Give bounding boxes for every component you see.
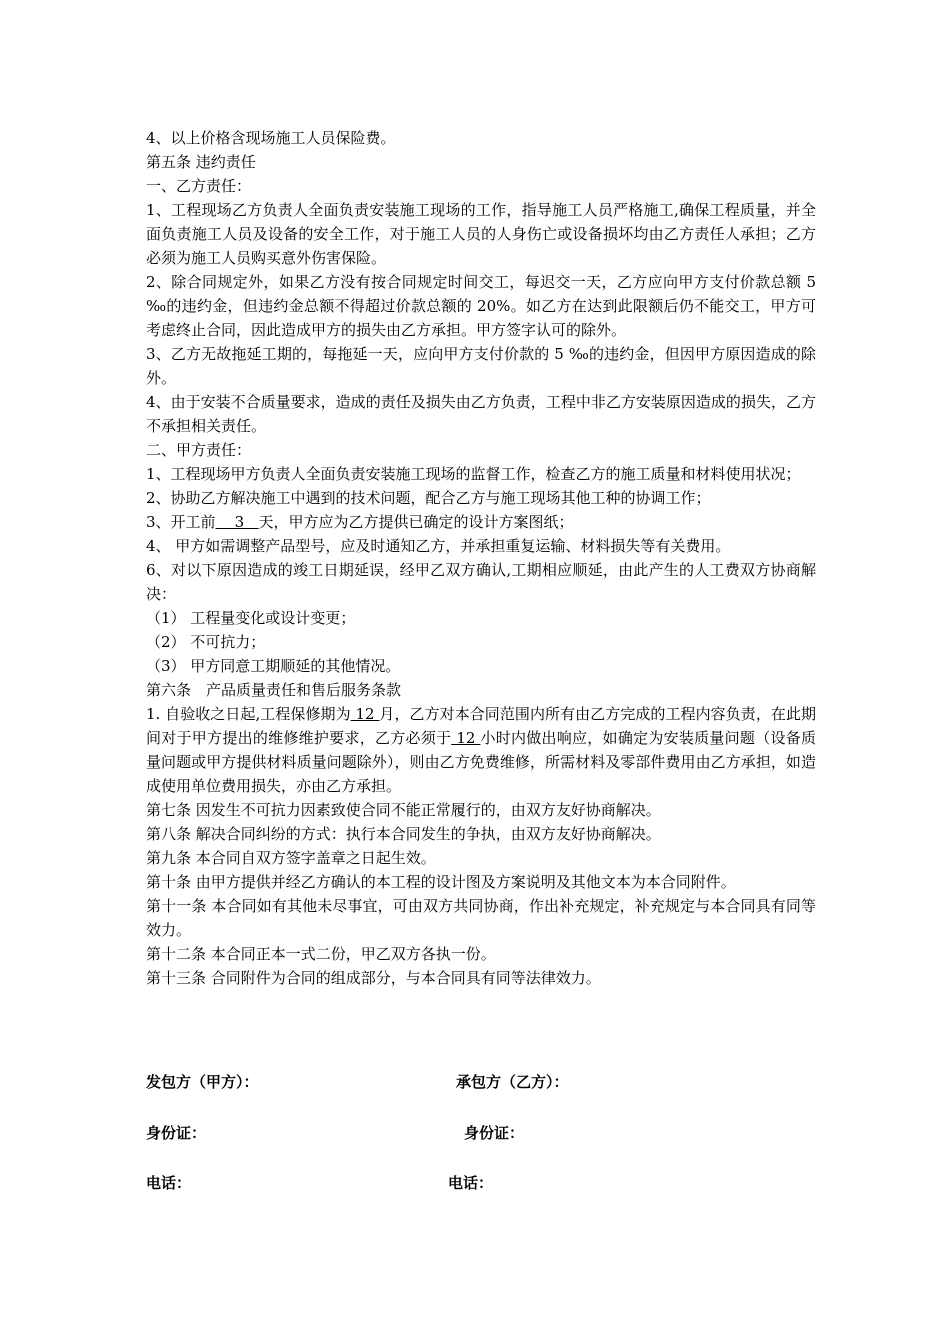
warranty-clause — [146, 702, 816, 798]
delay-reason-3: （3） 甲方同意工期顺延的其他情况。 — [146, 657, 401, 675]
signature-row-phone — [146, 1171, 816, 1195]
party-a-clause-3 — [146, 510, 816, 534]
party-b-clause-2: 2、除合同规定外，如果乙方没有按合同规定时间交工，每迟交一天，乙方应向甲方支付价款总额 5 ‰的违约金，但违约金总额不得超过价款总额的 20%。如乙方在达到此限额后仍不能交工，甲方可考虑终止合同，因此造成甲方的损失由乙方承担。甲方签字认可的除外。 — [146, 273, 816, 339]
party-b-responsibility-heading: 一、乙方责任： — [146, 177, 252, 195]
warranty-text-a: 1. 自验收之日起,工程保修期为 — [146, 705, 351, 723]
delay-reason-2: （2） 不可抗力； — [146, 633, 266, 651]
warranty-text-b: 月，乙方对本合同范围内所有由乙方完成的工程内容负责，在此期间对于甲方提出的维修维护要求，乙方必须于 — [146, 705, 817, 747]
days-before-start-value: 3 — [215, 513, 259, 531]
contract-body — [146, 126, 816, 990]
article-7: 第七条 因发生不可抗力因素致使合同不能正常履行的，由双方友好协商解决。 — [146, 801, 661, 819]
party-b-clause-4: 4、由于安装不合质量要求，造成的责任及损失由乙方负责，工程中非乙方安装原因造成的损失，乙方不承担相关责任。 — [146, 393, 816, 435]
article-6-heading: 第六条 产品质量责任和售后服务条款 — [146, 681, 402, 699]
party-b-clause-1: 1、工程现场乙方负责人全面负责安装施工现场的工作，指导施工人员严格施工,确保工程质量，并全面负责施工人员及设备的安全工作，对于施工人员的人身伤亡或设备损坏均由乙方责任人承担；乙方必须为施工人员购买意外伤害保险。 — [146, 201, 816, 267]
clause-3-prefix: 3、开工前 — [146, 513, 216, 531]
party-b-clause-3: 3、乙方无故拖延工期的，每拖延一天，应向甲方支付价款的 5 ‰的违约金，但因甲方原因造成的除外。 — [146, 345, 816, 387]
article-13: 第十三条 合同附件为合同的组成部分，与本合同具有同等法律效力。 — [146, 969, 601, 987]
article-12: 第十二条 本合同正本一式二份，甲乙双方各执一份。 — [146, 945, 496, 963]
party-a-id-label: 身份证： — [146, 1124, 207, 1142]
article-8: 第八条 解决合同纠纷的方式：执行本合同发生的争执，由双方友好协商解决。 — [146, 825, 661, 843]
article-11: 第十一条 本合同如有其他未尽事宜，可由双方共同协商，作出补充规定，补充规定与本合同具有同等效力。 — [146, 897, 816, 939]
party-a-clause-1: 1、工程现场甲方负责人全面负责安装施工现场的监督工作，检查乙方的施工质量和材料使用状况； — [146, 465, 801, 483]
signature-row-party — [146, 1070, 816, 1094]
party-a-clause-2: 2、协助乙方解决施工中遇到的技术问题，配合乙方与施工现场其他工种的协调工作； — [146, 489, 711, 507]
party-a-clause-6: 6、对以下原因造成的竣工日期延误，经甲乙双方确认,工期相应顺延，由此产生的人工费双方协商解决： — [146, 561, 816, 603]
party-a-label: 发包方（甲方）： — [146, 1073, 259, 1091]
party-b-phone-label: 电话： — [448, 1174, 494, 1192]
delay-reason-1: （1） 工程量变化或设计变更； — [146, 609, 356, 627]
clause-insurance: 4、以上价格含现场施工人员保险费。 — [146, 129, 396, 147]
warranty-months-value: 12 — [350, 705, 380, 723]
article-10: 第十条 由甲方提供并经乙方确认的本工程的设计图及方案说明及其他文本为本合同附件。 — [146, 873, 736, 891]
party-a-responsibility-heading: 二、甲方责任： — [146, 441, 252, 459]
response-hours-value: 12 — [451, 729, 481, 747]
party-a-clause-4: 4、 甲方如需调整产品型号，应及时通知乙方，并承担重复运输、材料损失等有关费用。 — [146, 537, 731, 555]
signature-row-id — [146, 1121, 816, 1145]
party-b-label: 承包方（乙方）： — [456, 1073, 569, 1091]
party-b-id-label: 身份证： — [464, 1124, 525, 1142]
article-9: 第九条 本合同自双方签字盖章之日起生效。 — [146, 849, 436, 867]
party-a-phone-label: 电话： — [146, 1174, 192, 1192]
warranty-text-c: 小时内做出响应，如确定为安装质量问题（设备质量问题或甲方提供材料质量问题除外），则由乙方免费维修，所需材料及零部件费用由乙方承担，如造成使用单位费用损失，亦由乙方承担。 — [146, 729, 816, 795]
article-5-heading: 第五条 违约责任 — [146, 153, 256, 171]
clause-3-suffix: 天，甲方应为乙方提供已确定的设计方案图纸； — [258, 513, 574, 531]
